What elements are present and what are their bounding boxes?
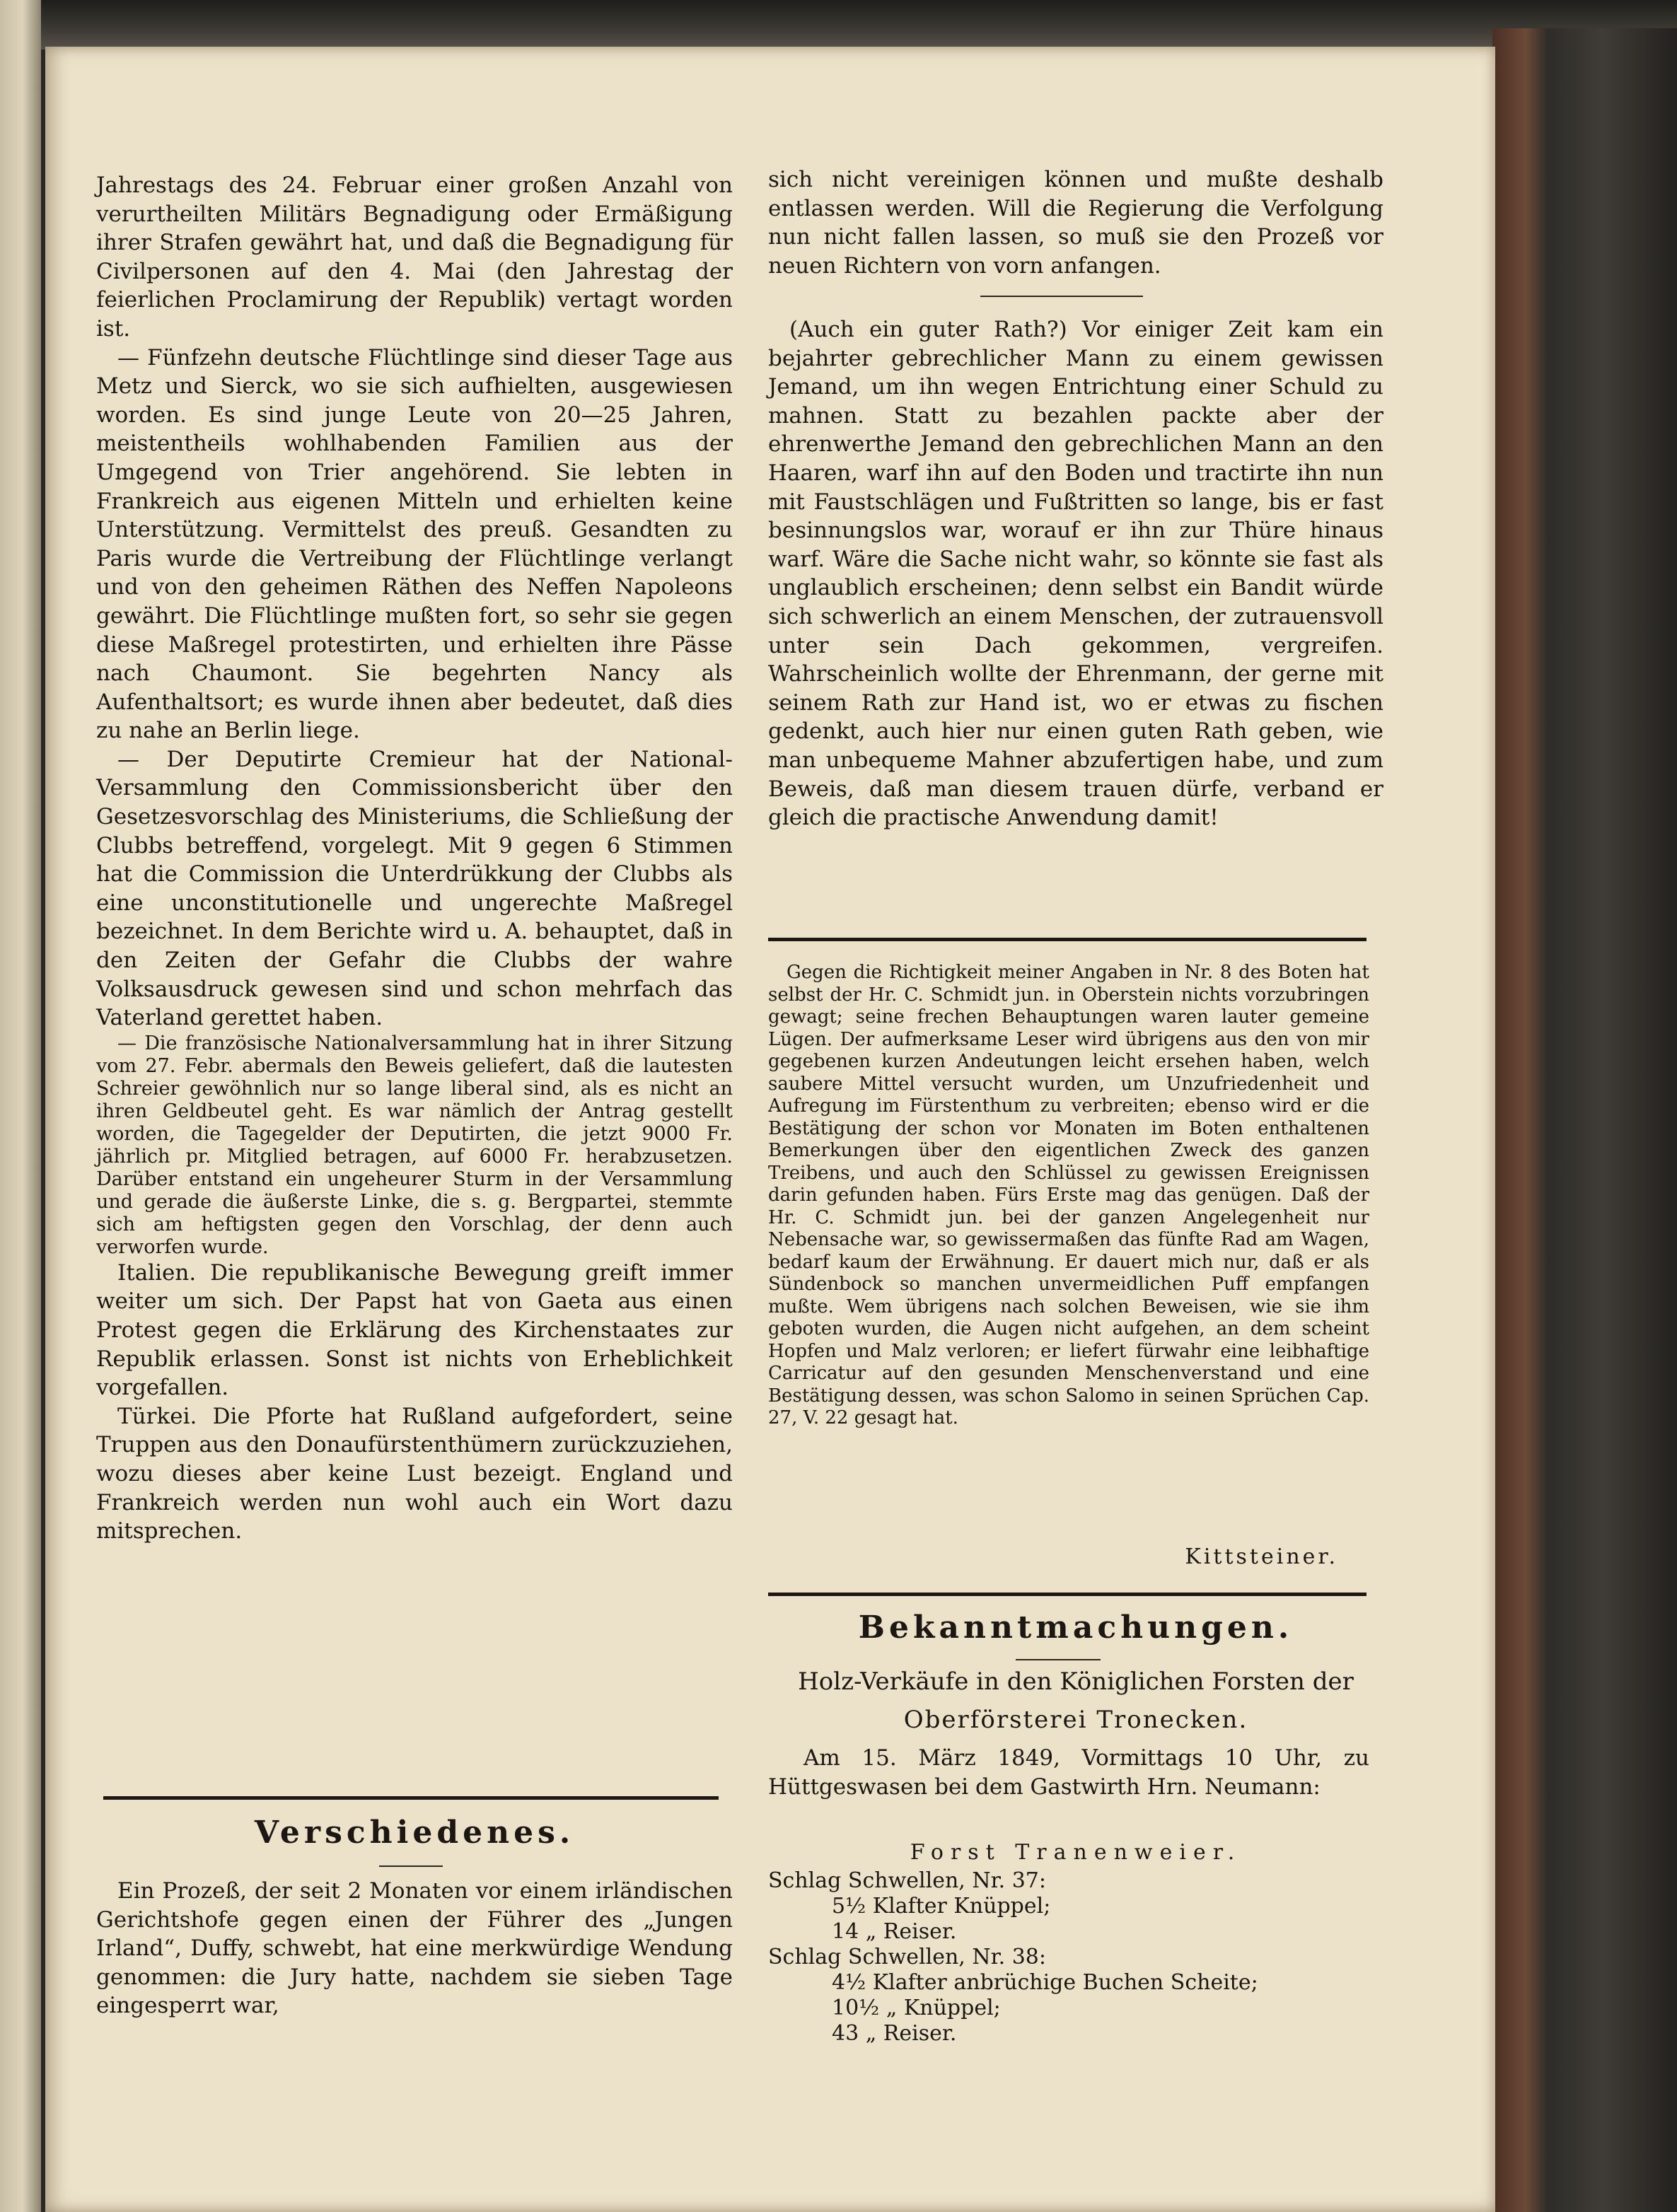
lot-item: 4½ Klafter anbrüchige Buchen Scheite; (832, 1970, 1258, 1995)
paragraph-national-assembly: — Die französische Nationalversammlung hat in ihrer Sitzung vom 27. Febr. abermals den Beweis geliefert, daß die lautesten Schreier gewöhnlich nur so lange liberal sind, als es nicht an ihren Geldbeutel geht. Es war nämlich der Antrag gestellt worden, die Tagegelder der Deputirten, die jetzt 9000 Fr. jährlich pr. Mitglied betragen, auf 6000 Fr. herabzusetzen. Darüber entstand ein ungeheurer Sturm in der Versammlung und gerade die äußerste Linke, die s. g. Bergpartei, stemmte sich am heftigsten gegen den Vorschlag, der denn auch verworfen wurde. (96, 1032, 733, 1258)
book-binding-right (1492, 28, 1677, 2212)
lot-heading-38: Schlag Schwellen, Nr. 38: (768, 1945, 1046, 1969)
statement-signature: Kittsteiner. (1185, 1544, 1338, 1569)
article-divider (980, 296, 1143, 297)
paragraph-refugees: — Fünfzehn deutsche Flüchtlinge sind dieser Tage aus Metz und Sierck, wo sie sich aufhielten, ausgewiesen worden. Es sind junge Leute von 20—25 Jahren, meistentheils wohlhabenden Familien aus der Umgegend von Trier angehörend. Sie lebten in Frankreich aus eigenen Mitteln und erhielten keine Unterstützung. Vermittelst des preuß. Gesandten zu Paris wurde die Vertreibung der Flüchtlinge verlangt und von den geheimen Räthen des Neffen Napoleons gewährt. Die Flüchtlinge mußten fort, so sehr sie gegen diese Maßregel protestirten, und erhielten ihre Pässe nach Chaumont. Sie begehrten Nancy als Aufenthaltsort; es wurde ihnen aber bedeutet, daß dies zu nahe an Berlin liege. (96, 344, 733, 744)
statement-divider (768, 938, 1366, 941)
announcements-divider (768, 1593, 1366, 1596)
sale-title-line-2: Oberförsterei Tronecken. (903, 1706, 1248, 1734)
paragraph-statement: Gegen die Richtigkeit meiner Angaben in Nr. 8 des Boten hat selbst der Hr. C. Schmidt jun. in Oberstein nichts vorzubringen gewagt; seine frechen Behauptungen waren lauter gemeine Lügen. Der aufmerksame Leser wird übrigens aus den von mir gegebenen kurzen Andeutungen leicht ersehen haben, welch saubere Mittel versucht wurden, um Unzufriedenheit und Aufregung im Fürstenthum zu verbreiten; ebenso wird er die Bestätigung der schon vor Monaten im Boten enthaltenen Bemerkungen über den eigentlichen Zweck des ganzen Treibens, und auch den Schlüssel zu gewissen Ereignissen darin gefunden haben. Fürs Erste mag das genügen. Daß der Hr. C. Schmidt jun. bei der ganzen Angelegenheit nur Nebensache war, so gewissermaßen das fünfte Rad am Wagen, bedarf kaum der Erwähnung. Er dauert mich nur, daß er als Sündenbock so manchen unvermeidlichen Puff empfangen mußte. Wem übrigens nach solchen Beweisen, wie sie ihm geboten wurden, die Augen nicht aufgehen, an dem scheint Hopfen und Malz verloren; er liefert fürwahr eine leibhaftige Carricatur auf den gesunden Menschenverstand und eine Bestätigung dessen, was schon Salomo in seinen Sprüchen Cap. 27, V. 22 gesagt hat. (768, 962, 1369, 1428)
lot-item: 14 „ Reiser. (832, 1919, 957, 1944)
left-article-text (96, 171, 733, 1546)
lot-item: 43 „ Reiser. (832, 2021, 957, 2046)
paragraph-irish-trial: Ein Prozeß, der seit 2 Monaten vor einem irländischen Gerichtshofe gegen einen der Führer des „Jungen Irland“, Duffy, schwebt, hat eine merkwürdige Wendung genommen: die Jury hatte, nachdem sie sieben Tage eingesperrt war, (96, 1878, 733, 2019)
forest-name: Forst Tranenweier. (910, 1840, 1242, 1865)
book-spine-top (41, 0, 1677, 50)
announcements-heading: Bekanntmachungen. (858, 1609, 1294, 1646)
paragraph-clubs: — Der Deputirte Cremieur hat der National-Versammlung den Commissionsbericht über den Gesetzesvorschlag des Ministeriums, die Schließung der Clubbs betreffend, vorgelegt. Mit 9 gegen 6 Stimmen hat die Commission die Unterdrükkung der Clubbs als eine unconstitutionelle und ungerechte Maßregel bezeichnet. In dem Berichte wird u. A. behauptet, daß in den Zeiten der Gefahr die Clubbs der wahre Volksausdruck gewesen sind und schon mehrfach das Vaterland gerettet haben. (96, 746, 733, 1031)
heading-underline (379, 1865, 443, 1867)
sale-title-line-1: Holz-Verkäufe in den Königlichen Forsten der (798, 1667, 1354, 1696)
paragraph-amnesty: Jahrestags des 24. Februar einer großen Anzahl von verurtheilten Militärs Begnadigung oder Ermäßigung ihrer Strafen gewährt hat, und daß die Begnadigung für Civilpersonen auf den 4. Mai (den Jahrestag der feierlichen Proclamirung der Republik) vertagt worden ist. (96, 173, 733, 342)
sale-intro: Am 15. März 1849, Vormittags 10 Uhr, zu Hüttgeswasen bei dem Gastwirth Hrn. Neumann: (768, 1745, 1369, 1800)
lot-item: 10½ „ Knüppel; (832, 1996, 1001, 2020)
section-divider (103, 1796, 719, 1800)
paragraph-italy: Italien. Die republikanische Bewegung greift immer weiter um sich. Der Papst hat von Gaeta aus einen Protest gegen die Erklärung des Kirchenstaates zur Republik erlassen. Sonst ist nichts von Erheblichkeit vorgefallen. (96, 1259, 733, 1401)
announcements-underline (1016, 1659, 1101, 1660)
newspaper-page (45, 47, 1495, 2212)
section-heading-verschiedenes: Verschiedenes. (254, 1815, 575, 1851)
paragraph-continuation: sich nicht vereinigen können und mußte deshalb entlassen werden. Will die Regierung die Verfolgung nun nicht fallen lassen, so muß sie den Prozeß vor neuen Richtern von vorn anfangen. (768, 167, 1383, 279)
lot-item: 5½ Klafter Knüppel; (832, 1894, 1051, 1919)
paragraph-turkey: Türkei. Die Pforte hat Rußland aufgefordert, seine Truppen aus den Donaufürstenthümern zurückzuziehen, wozu dieses aber keine Lust bezeigt. England und Frankreich werden nun wohl auch ein Wort dazu mitsprechen. (96, 1403, 733, 1544)
lot-heading-37: Schlag Schwellen, Nr. 37: (768, 1868, 1046, 1893)
paragraph-good-advice: (Auch ein guter Rath?) Vor einiger Zeit kam ein bejahrter gebrechlicher Mann zu einem gewissen Jemand, um ihn wegen Entrichtung einer Schuld zu mahnen. Statt zu bezahlen packte aber der ehrenwerthe Jemand den gebrechlichen Mann an den Haaren, warf ihn auf den Boden und tractirte ihn nun mit Faustschlägen und Fußtritten so lange, bis er fast besinnungslos war, worauf er ihn zur Thüre hinaus warf. Wäre die Sache nicht wahr, so könnte sie fast als unglaublich erscheinen; denn selbst ein Bandit würde sich schwerlich an einem Menschen, der zutrauensvoll unter sein Dach gekommen, vergreifen. Wahrscheinlich wollte der Ehrenmann, der gerne mit seinem Rath zur Hand ist, wo er etwas zu fischen gedenkt, auch hier nur einen guten Rath geben, wie man unbequeme Mahner abzufertigen habe, und zum Beweis, daß man diesem trauen dürfe, verband er gleich die practische Anwendung damit! (768, 317, 1383, 831)
previous-page-edge (0, 0, 41, 2212)
